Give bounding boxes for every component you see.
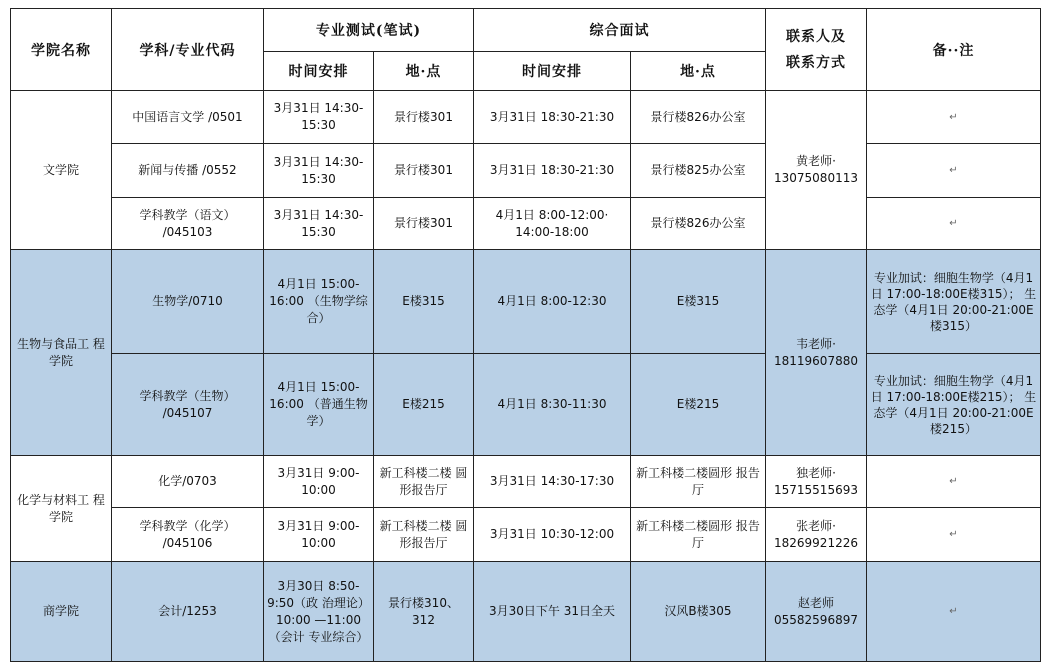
written-time-cell: 3月31日 14:30-15:30 <box>264 198 374 250</box>
subject-cell: 新闻与传播 /0552 <box>112 144 264 198</box>
contact-cell: 黄老师· 13075080113 <box>766 91 867 250</box>
interview-time-cell: 4月1日 8:00-12:00· 14:00-18:00 <box>474 198 631 250</box>
interview-place-cell: 新工科楼二楼圆形 报告厅 <box>631 508 766 562</box>
college-cell: 商学院 <box>11 562 112 662</box>
remarks-cell: ↵ <box>867 144 1041 198</box>
interview-time-cell: 3月31日 14:30-17:30 <box>474 456 631 508</box>
header-remarks: 备··注 <box>867 9 1041 91</box>
subject-cell: 学科教学（生物） /045107 <box>112 354 264 456</box>
written-time-cell: 4月1日 15:00-16:00 （普通生物学） <box>264 354 374 456</box>
remarks-cell: 专业加试：细胞生物学（4月1日 17:00-18:00E楼215）； 生态学（4月1日 20:00-21:00E楼215） <box>867 354 1041 456</box>
contact-cell: 独老师· 15715515693 <box>766 456 867 508</box>
written-time-cell: 3月30日 8:50-9:50（政 治理论）10:00 —11:00（会计 专业综合） <box>264 562 374 662</box>
interview-time-cell: 3月31日 18:30-21:30 <box>474 91 631 144</box>
remarks-cell: 专业加试：细胞生物学（4月1日 17:00-18:00E楼315）； 生态学（4月1日 20:00-21:00E楼315） <box>867 250 1041 354</box>
subject-cell: 会计/1253 <box>112 562 264 662</box>
college-cell: 生物与食品工 程学院 <box>11 250 112 456</box>
interview-place-cell: 景行楼825办公室 <box>631 144 766 198</box>
header-interview-time: 时间安排 <box>474 52 631 91</box>
interview-time-cell: 4月1日 8:00-12:30 <box>474 250 631 354</box>
header-subject: 学科/专业代码 <box>112 9 264 91</box>
written-place-cell: 景行楼301 <box>374 144 474 198</box>
header-college: 学院名称 <box>11 9 112 91</box>
written-time-cell: 3月31日 14:30-15:30 <box>264 144 374 198</box>
subject-cell: 中国语言文学 /0501 <box>112 91 264 144</box>
interview-place-cell: 新工科楼二楼圆形 报告厅 <box>631 456 766 508</box>
written-place-cell: 景行楼301 <box>374 91 474 144</box>
subject-cell: 学科教学（语文） /045103 <box>112 198 264 250</box>
header-interview: 综合面试 <box>474 9 766 52</box>
contact-cell: 赵老师 05582596897 <box>766 562 867 662</box>
written-place-cell: 新工科楼二楼 圆形报告厅 <box>374 456 474 508</box>
interview-place-cell: 汉风B楼305 <box>631 562 766 662</box>
written-place-cell: E楼215 <box>374 354 474 456</box>
college-cell: 化学与材料工 程学院 <box>11 456 112 562</box>
subject-cell: 化学/0703 <box>112 456 264 508</box>
interview-time-cell: 4月1日 8:30-11:30 <box>474 354 631 456</box>
written-time-cell: 3月31日 9:00-10:00 <box>264 456 374 508</box>
written-time-cell: 4月1日 15:00-16:00 （生物学综合） <box>264 250 374 354</box>
written-place-cell: 景行楼310、 312 <box>374 562 474 662</box>
interview-place-cell: 景行楼826办公室 <box>631 91 766 144</box>
header-interview-place: 地·点 <box>631 52 766 91</box>
written-place-cell: 新工科楼二楼 圆形报告厅 <box>374 508 474 562</box>
interview-time-cell: 3月31日 10:30-12:00 <box>474 508 631 562</box>
contact-cell: 韦老师· 18119607880 <box>766 250 867 456</box>
subject-cell: 生物学/0710 <box>112 250 264 354</box>
interview-time-cell: 3月30日下午 31日全天 <box>474 562 631 662</box>
interview-place-cell: E楼315 <box>631 250 766 354</box>
written-time-cell: 3月31日 9:00-10:00 <box>264 508 374 562</box>
remarks-cell: ↵ <box>867 562 1041 662</box>
header-written-time: 时间安排 <box>264 52 374 91</box>
written-time-cell: 3月31日 14:30-15:30 <box>264 91 374 144</box>
interview-place-cell: 景行楼826办公室 <box>631 198 766 250</box>
remarks-cell: ↵ <box>867 508 1041 562</box>
college-cell: 文学院 <box>11 91 112 250</box>
remarks-cell: ↵ <box>867 198 1041 250</box>
remarks-cell: ↵ <box>867 456 1041 508</box>
header-written-place: 地·点 <box>374 52 474 91</box>
header-written-test: 专业测试(笔试) <box>264 9 474 52</box>
interview-time-cell: 3月31日 18:30-21:30 <box>474 144 631 198</box>
contact-cell: 张老师· 18269921226 <box>766 508 867 562</box>
interview-place-cell: E楼215 <box>631 354 766 456</box>
subject-cell: 学科教学（化学） /045106 <box>112 508 264 562</box>
schedule-table <box>10 8 1041 662</box>
written-place-cell: 景行楼301 <box>374 198 474 250</box>
remarks-cell: ↵ <box>867 91 1041 144</box>
written-place-cell: E楼315 <box>374 250 474 354</box>
header-contact: 联系人及 联系方式 <box>766 9 867 91</box>
